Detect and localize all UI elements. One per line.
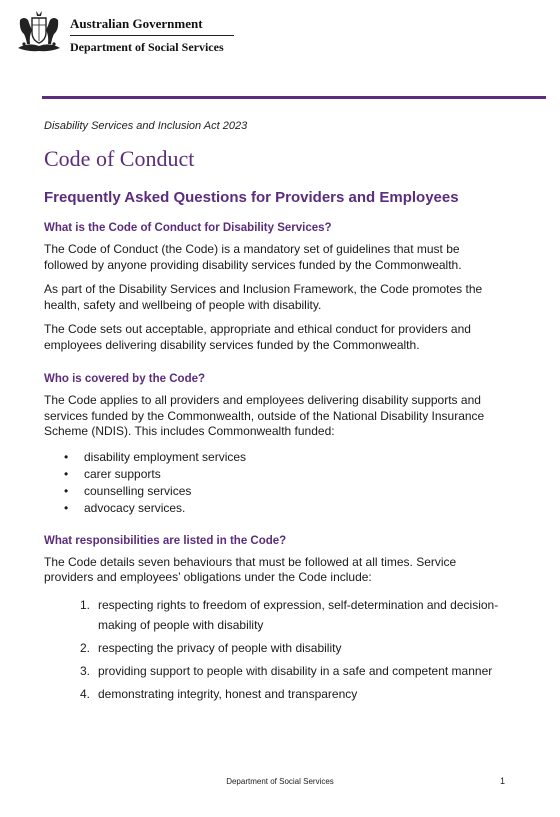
list-item: [64, 466, 504, 483]
list-item-text: respecting the privacy of people with disability: [98, 640, 342, 655]
list-number: 3.: [80, 663, 91, 678]
list-item-text: demonstrating integrity, honest and transparency: [98, 686, 358, 701]
section-heading-responsibilities: What responsibilities are listed in the Code?: [44, 534, 287, 547]
section-heading-what-is-code: What is the Code of Conduct for Disability Services?: [44, 222, 332, 234]
list-item-text: carer supports: [84, 466, 161, 481]
paragraph: The Code sets out acceptable, appropriate and ethical conduct for providers and employees delivering disability services funded by the Commonwealth.: [44, 322, 471, 352]
list-item-text: advocacy services.: [84, 500, 186, 515]
funded-services-list: [64, 449, 504, 517]
list-item: [80, 638, 504, 658]
responsibilities-list: [80, 595, 504, 704]
page-subtitle: Frequently Asked Questions for Providers and Employees: [44, 189, 459, 206]
list-item-text: providing support to people with disability in a safe and competent manner: [98, 663, 493, 678]
section-heading-who-is-covered: Who is covered by the Code?: [44, 373, 206, 385]
bullet-icon: •: [64, 449, 69, 464]
paragraph: The Code details seven behaviours that must be followed at all times. Service providers and employees’ obligations under the Code include:: [44, 554, 457, 584]
paragraph: As part of the Disability Services and Inclusion Framework, the Code promotes the health, safety and wellbeing of people with disability.: [44, 282, 483, 312]
list-item: [64, 500, 504, 517]
government-wordmark: [70, 16, 234, 55]
list-item-text: disability employment services: [84, 449, 247, 464]
list-item-text: respecting rights to freedom of expression, self-determination and decision-making of people with disability: [98, 597, 499, 632]
paragraph: The Code applies to all providers and employees delivering disability supports and services funded by the Commonwealth, outside of the National Disability Insurance Scheme (NDIS). This includes Commonwealth funded:: [44, 393, 485, 438]
coat-of-arms-icon: [14, 8, 64, 56]
list-number: 2.: [80, 640, 91, 655]
document-body: [44, 119, 504, 707]
bullet-icon: •: [64, 500, 69, 515]
list-item: [80, 595, 504, 635]
bullet-icon: •: [64, 483, 69, 498]
bullet-icon: •: [64, 466, 69, 481]
department-name: Department of Social Services: [70, 40, 224, 54]
list-number: 1.: [80, 597, 91, 612]
list-item-text: counselling services: [84, 483, 192, 498]
government-name: Australian Government: [70, 16, 234, 36]
list-number: 4.: [80, 686, 91, 701]
list-item: [64, 449, 504, 466]
government-header: [14, 8, 314, 58]
paragraph: The Code of Conduct (the Code) is a mandatory set of guidelines that must be followed by anyone providing disability services funded by the Commonwealth.: [44, 242, 462, 272]
page-title: Code of Conduct: [44, 146, 195, 171]
page-number: 1: [500, 776, 506, 786]
header-divider: [42, 96, 546, 99]
act-title: Disability Services and Inclusion Act 2023: [44, 120, 248, 132]
footer-department: Department of Social Services: [226, 777, 334, 786]
list-item: [80, 684, 504, 704]
list-item: [64, 483, 504, 500]
list-item: [80, 661, 504, 681]
